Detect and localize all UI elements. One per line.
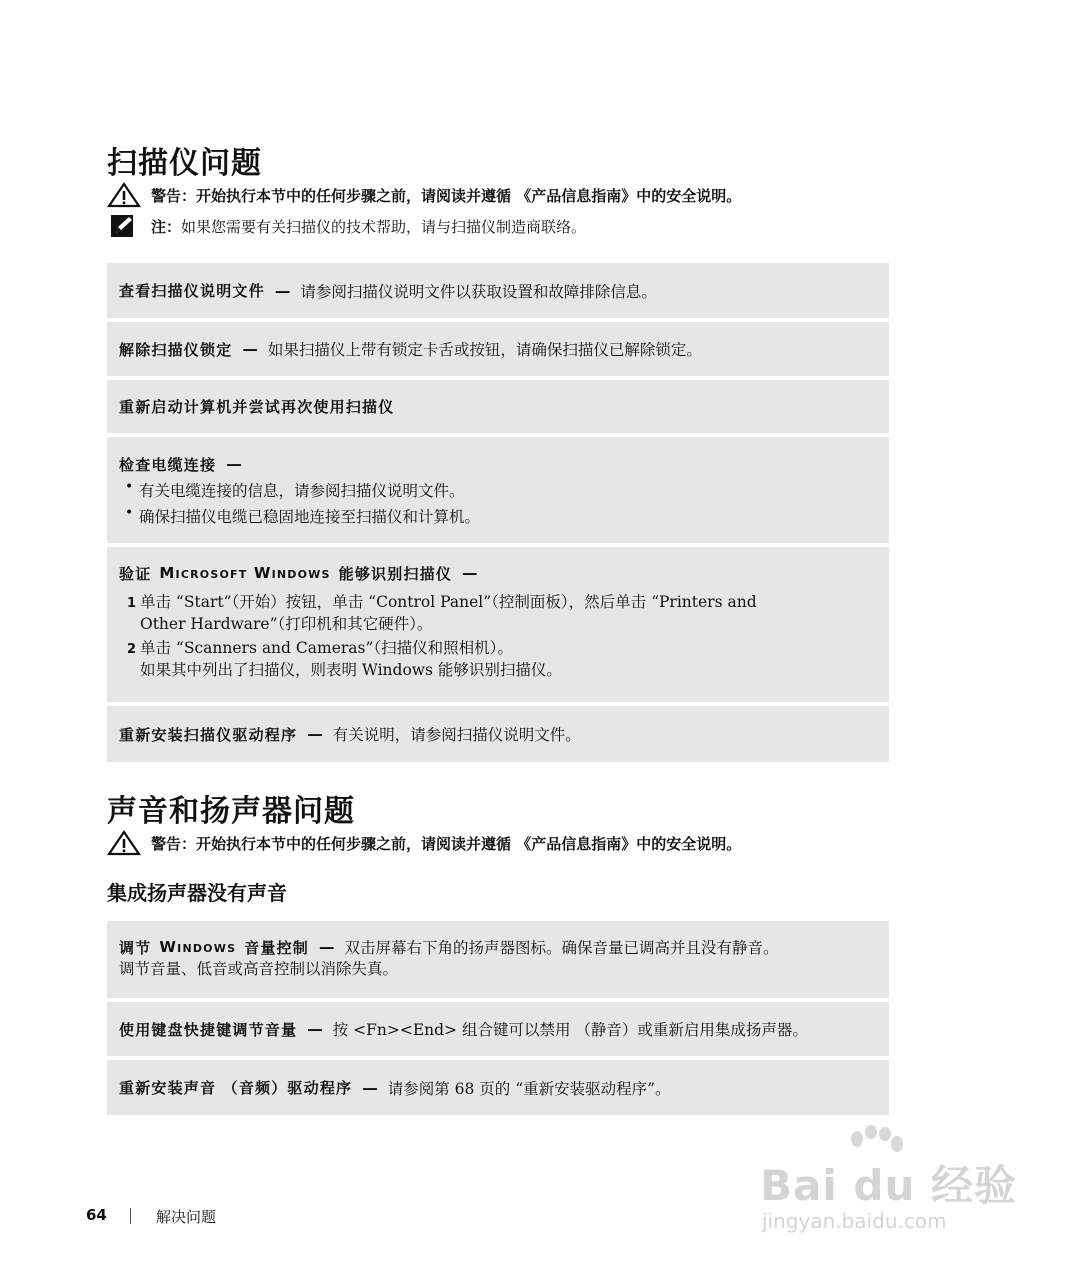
tip-text: 按 <Fn><End> 组合键可以禁用 （静音）或重新启用集成扬声器。 bbox=[332, 1021, 808, 1039]
baidu-watermark bbox=[760, 1125, 1017, 1235]
tip-box-unlock bbox=[107, 322, 889, 376]
tip-title-pre: 验证 bbox=[119, 564, 152, 583]
tip-text: 有关说明，请参阅扫描仪说明文件。 bbox=[332, 726, 581, 744]
subheading: 集成扬声器没有声音 bbox=[107, 881, 287, 905]
tip-title: 检查电缆连接 bbox=[119, 455, 217, 474]
tip-text: 双击屏幕右下角的扬声器图标。确保音量已调高并且没有静音。 bbox=[344, 939, 779, 957]
list-item: 1 单击 “Start”（开始）按钮，单击 “Control Panel”（控制面板），然后单击 “Printers and Other Hardware”（打印机和其它硬件）。 bbox=[127, 593, 757, 633]
tip-box-verify-windows bbox=[107, 547, 889, 702]
list-item: 2 单击 “Scanners and Cameras”（扫描仪和照相机）。 如果其中列出了扫描仪，则表明 Windows 能够识别扫描仪。 bbox=[127, 639, 562, 679]
note-text: 如果您需要有关扫描仪的技术帮助，请与扫描仪制造商联络。 bbox=[181, 217, 587, 236]
tip-box-volume bbox=[107, 921, 889, 998]
warning-icon bbox=[107, 182, 141, 208]
tip-text: 如果扫描仪上带有锁定卡舌或按钮，请确保扫描仪已解除锁定。 bbox=[267, 341, 702, 359]
tip-title: 重新启动计算机并尝试再次使用扫描仪 bbox=[119, 398, 395, 416]
warning-notice bbox=[107, 180, 741, 210]
tip-title-pre: 调节 bbox=[119, 938, 152, 957]
em-dash: — bbox=[274, 281, 291, 300]
em-dash: — bbox=[462, 564, 478, 582]
tip-title: 重新安装扫描仪驱动程序 bbox=[119, 725, 298, 744]
warning-text: 开始执行本节中的任何步骤之前，请阅读并遵循 《产品信息指南》中的安全说明。 bbox=[196, 834, 742, 853]
page-number: 64 bbox=[86, 1206, 107, 1224]
tip-box-cables bbox=[107, 437, 889, 543]
tip-box-reinstall-driver bbox=[107, 706, 889, 762]
list-item: • 确保扫描仪电缆已稳固地连接至扫描仪和计算机。 bbox=[125, 505, 481, 526]
note-pencil-icon bbox=[107, 213, 141, 239]
page-heading-sound: 声音和扬声器问题 bbox=[107, 794, 355, 829]
tip-text: 请参阅扫描仪说明文件以获取设置和故障排除信息。 bbox=[300, 282, 657, 301]
tip-title-post: 音量控制 bbox=[244, 938, 310, 957]
tip-title: 重新安装声音 （音频）驱动程序 bbox=[119, 1079, 353, 1097]
tip-box-keyboard bbox=[107, 1002, 889, 1056]
tip-title: 解除扫描仪锁定 bbox=[119, 340, 233, 359]
warning-text: 开始执行本节中的任何步骤之前，请阅读并遵循 《产品信息指南》中的安全说明。 bbox=[196, 186, 742, 205]
em-dash: — bbox=[242, 340, 258, 358]
tip-title: 使用键盘快捷键调节音量 bbox=[119, 1020, 298, 1039]
warning-label: 警告： bbox=[151, 834, 197, 853]
em-dash: — bbox=[307, 1020, 323, 1038]
tip-box-restart bbox=[107, 380, 889, 433]
tip-title-brand: Windows bbox=[159, 938, 237, 956]
tip-title-post: 能够识别扫描仪 bbox=[338, 564, 453, 583]
watermark-brand: Bai du 经验 bbox=[760, 1161, 1017, 1210]
page-footer bbox=[86, 1206, 217, 1226]
tip-text-cont: 调节音量、低音或高音控制以消除失真。 bbox=[119, 960, 399, 978]
warning-notice bbox=[107, 828, 741, 858]
list-item: • 有关电缆连接的信息，请参阅扫描仪说明文件。 bbox=[125, 479, 465, 500]
em-dash: — bbox=[319, 938, 335, 956]
tip-box-audio-driver bbox=[107, 1060, 889, 1115]
em-dash: — bbox=[362, 1078, 378, 1097]
tip-box-check-docs bbox=[107, 263, 889, 318]
warning-icon bbox=[107, 830, 141, 856]
watermark-url: jingyan.baidu.com bbox=[762, 1209, 947, 1233]
footer-divider bbox=[130, 1208, 131, 1224]
note-notice bbox=[107, 211, 586, 241]
tip-title-brand: Microsoft Windows bbox=[159, 564, 331, 582]
em-dash: — bbox=[226, 455, 242, 473]
warning-label: 警告： bbox=[151, 186, 197, 205]
tip-title: 查看扫描仪说明文件 bbox=[119, 282, 265, 300]
note-label: 注： bbox=[151, 217, 182, 236]
footer-section: 解决问题 bbox=[156, 1208, 217, 1226]
tip-text: 请参阅第 68 页的 “重新安装驱动程序”。 bbox=[387, 1079, 671, 1098]
em-dash: — bbox=[307, 725, 323, 743]
page-heading-scanner: 扫描仪问题 bbox=[107, 146, 262, 181]
